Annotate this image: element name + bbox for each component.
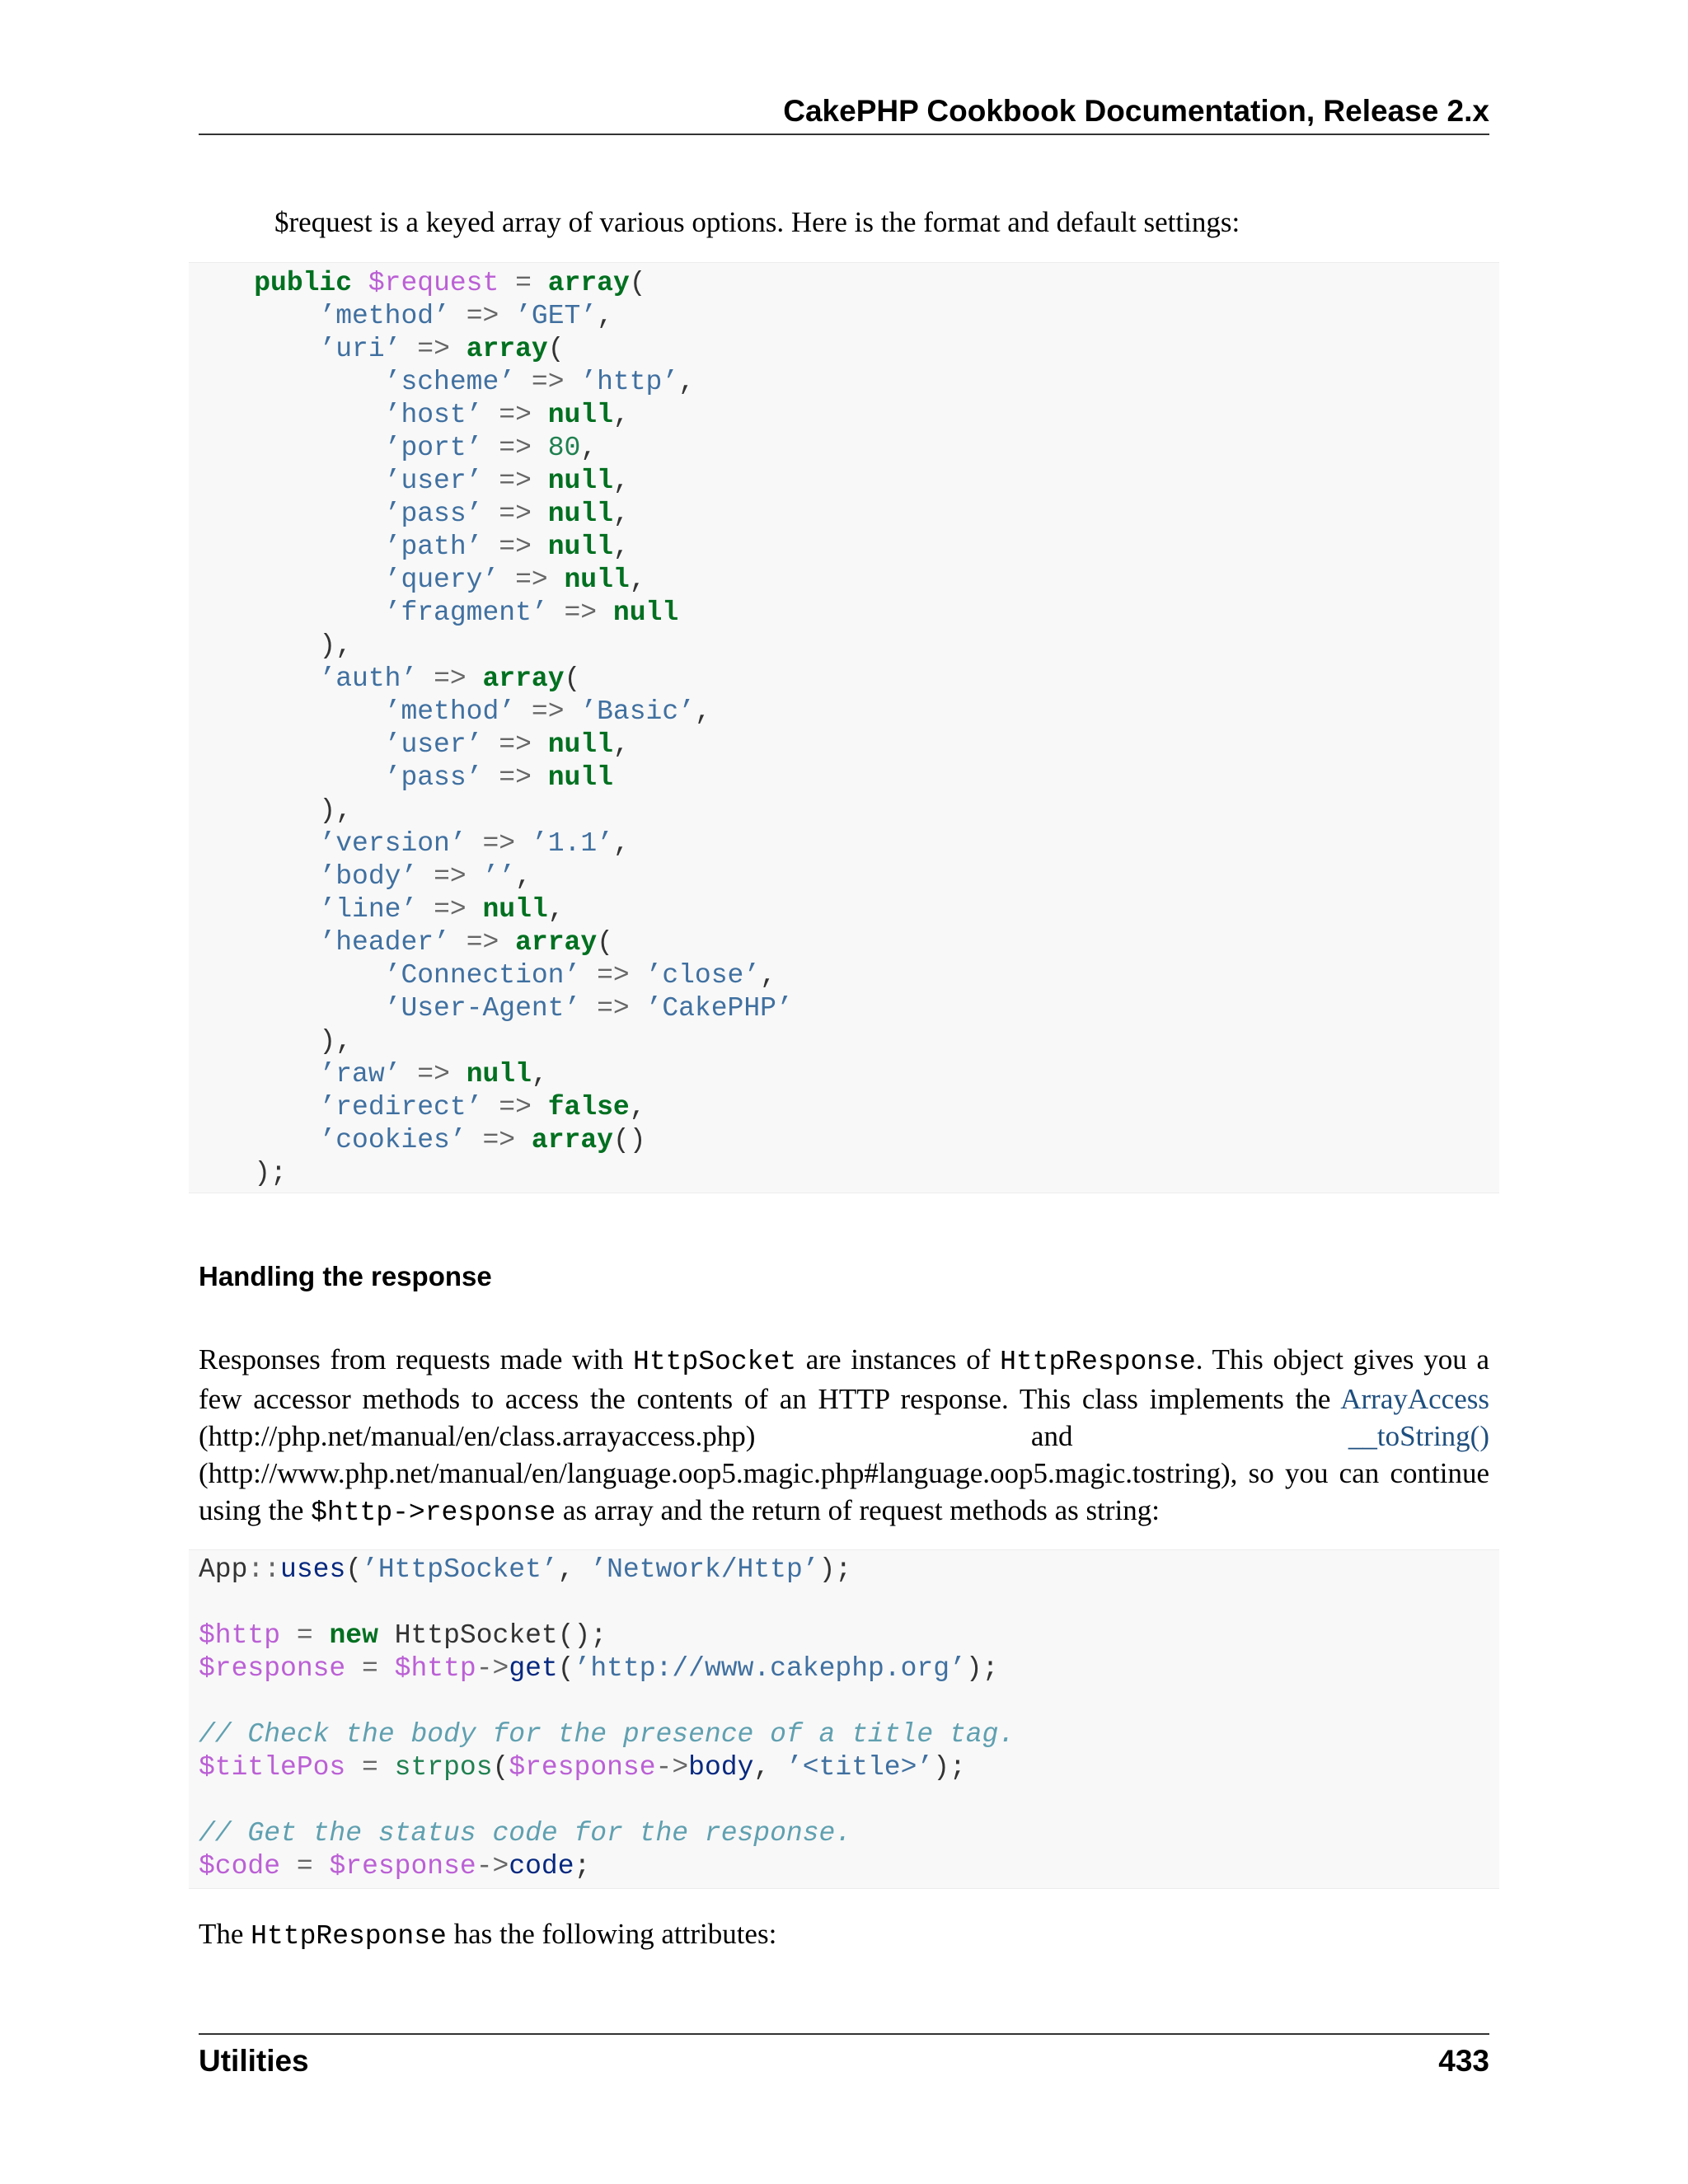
code-token: ’host’ [384, 400, 483, 430]
code-token [499, 927, 515, 958]
code-line [189, 499, 630, 529]
code-token: ’redirect’ [319, 1092, 483, 1122]
code-token: , [597, 301, 613, 331]
paragraph-text-2: are instances of [796, 1343, 1001, 1376]
code-token: , [753, 1752, 786, 1783]
code-token: new [329, 1620, 378, 1651]
code-token: => [597, 960, 630, 991]
code-token [515, 367, 532, 397]
code-line [189, 663, 580, 694]
code-token: , [629, 565, 646, 595]
code-line [199, 1620, 607, 1651]
code-line [199, 1818, 851, 1849]
code-token: $response [329, 1851, 476, 1882]
code-line [199, 1719, 1015, 1750]
code-token: array [547, 268, 630, 298]
code-token [532, 499, 548, 529]
code-line [199, 1851, 590, 1882]
code-token: ’uri’ [319, 334, 401, 364]
code-token: => [417, 1059, 450, 1090]
code-token [189, 532, 385, 562]
code-line [199, 1752, 966, 1783]
code-token: => [515, 565, 548, 595]
code-token: ’raw’ [319, 1059, 401, 1090]
code-token: , [557, 1554, 591, 1585]
code-token: => [531, 696, 565, 727]
code-token [548, 565, 565, 595]
code-token: ); [965, 1653, 999, 1684]
code-token: ’Connection’ [384, 960, 581, 991]
code-token: , [612, 532, 630, 562]
code-token: ’line’ [319, 894, 418, 925]
code-token: 80 [547, 433, 581, 463]
code-token: ); [818, 1554, 852, 1585]
code-token: , [515, 861, 532, 892]
code-token: ’CakePHP’ [645, 993, 793, 1024]
code-token: => [482, 1125, 516, 1155]
code-token [467, 894, 483, 925]
code-token [189, 894, 319, 925]
code-token [189, 499, 385, 529]
code-token: $code [199, 1851, 281, 1882]
paragraph-text-4: (http://php.net/manual/en/class.arrayaccess.php) and [199, 1420, 1348, 1452]
code-token: , [612, 466, 630, 496]
code-token [597, 598, 613, 628]
code-line [189, 927, 613, 958]
code-token: null [547, 532, 613, 562]
code-token: ), [189, 630, 353, 661]
code-token [189, 762, 385, 793]
code-token: => [434, 894, 467, 925]
code-token: => [482, 828, 516, 859]
code-token: , [629, 1092, 646, 1122]
code-token: -> [655, 1752, 689, 1783]
code-token: ( [629, 268, 646, 298]
code-line [189, 795, 352, 826]
code-line [189, 466, 630, 496]
code-request-defaults [189, 263, 1499, 1190]
paragraph-text-3: . This object gives you a few accessor methods to access the contents of an HTTP response. This class implements the [199, 1343, 1489, 1415]
code-token: ’path’ [384, 532, 483, 562]
footer-section: Utilities [199, 2044, 309, 2078]
code-token [548, 598, 565, 628]
code-line [189, 894, 565, 925]
code-token [482, 729, 499, 760]
code-block-request-defaults[interactable] [189, 262, 1499, 1193]
code-token: => [499, 1092, 532, 1122]
code-token [630, 960, 646, 991]
running-header: CakePHP Cookbook Documentation, Release 2.x [783, 94, 1489, 128]
code-line [189, 993, 793, 1024]
code-token [565, 696, 581, 727]
code-token: body [688, 1752, 754, 1783]
code-token: array [515, 927, 598, 958]
code-token: null [564, 565, 630, 595]
code-line [189, 301, 613, 331]
code-token [189, 598, 385, 628]
code-token: => [417, 334, 450, 364]
code-token [189, 334, 319, 364]
code-token: => [499, 400, 532, 430]
code-token: , [678, 367, 695, 397]
code-token: ), [189, 795, 353, 826]
code-token [450, 1059, 467, 1090]
code-token: $titlePos [199, 1752, 346, 1783]
code-token: ’pass’ [384, 499, 483, 529]
code-token: // Get the status code for the response. [199, 1818, 852, 1849]
code-token: ( [492, 1752, 509, 1783]
code-token: ( [345, 1554, 363, 1585]
code-token: ’version’ [319, 828, 467, 859]
code-token [482, 400, 499, 430]
code-token: null [466, 1059, 532, 1090]
code-token: => [531, 367, 565, 397]
code-token: ; [574, 1851, 591, 1882]
code-token [378, 1653, 395, 1684]
code-token: , [612, 828, 630, 859]
code-token [401, 334, 417, 364]
code-token: => [597, 993, 630, 1024]
code-line [189, 400, 630, 430]
code-token: => [499, 466, 532, 496]
code-token: uses [280, 1554, 346, 1585]
code-line [189, 828, 630, 859]
code-token: strpos [394, 1752, 493, 1783]
code-token: => [466, 301, 499, 331]
code-line [189, 630, 352, 661]
code-token: => [499, 762, 532, 793]
code-token: ’Basic’ [580, 696, 695, 727]
code-token: , [612, 729, 630, 760]
code-token [189, 828, 319, 859]
code-token: false [547, 1092, 630, 1122]
code-token [189, 433, 385, 463]
code-line [189, 861, 532, 892]
code-token: null [547, 762, 613, 793]
code-token [189, 993, 385, 1024]
code-token: => [434, 861, 467, 892]
code-token [467, 1125, 483, 1155]
code-line [189, 532, 630, 562]
closing-text-2: has the following attributes: [446, 1918, 777, 1950]
code-token: ( [564, 663, 581, 694]
code-line [189, 433, 597, 463]
code-token: = [296, 1620, 313, 1651]
code-token: // Check the body for the presence of a title tag. [199, 1719, 1015, 1750]
code-token: null [547, 466, 613, 496]
code-token [630, 993, 646, 1024]
code-line [189, 729, 630, 760]
code-token: = [362, 1653, 378, 1684]
code-token: ), [189, 1026, 353, 1057]
code-token: () [612, 1125, 646, 1155]
code-token: ’’ [482, 861, 516, 892]
paragraph-text-6: as array and the return of request methods as string: [556, 1494, 1160, 1526]
code-token [532, 729, 548, 760]
code-token: ’body’ [319, 861, 418, 892]
code-line [189, 696, 711, 727]
code-token [352, 268, 368, 298]
code-token: ’GET’ [515, 301, 598, 331]
code-line [189, 598, 678, 628]
code-token [482, 1092, 499, 1122]
code-token: ( [547, 334, 565, 364]
code-token: ’user’ [384, 466, 483, 496]
paragraph-text-5: (http://www.php.net/manual/en/language.oop5.magic.php#language.oop5.magic.tostring), so you can continue using the [199, 1457, 1489, 1526]
closing-paragraph [199, 1915, 1489, 1955]
code-token [499, 268, 515, 298]
code-token: ); [189, 1158, 287, 1188]
code-token [532, 532, 548, 562]
code-token: => [564, 598, 598, 628]
code-token: ’scheme’ [384, 367, 516, 397]
code-token [532, 466, 548, 496]
code-token [417, 861, 434, 892]
code-token [189, 696, 385, 727]
code-token [515, 696, 532, 727]
code-token [189, 663, 319, 694]
code-token [189, 400, 385, 430]
code-token: ’Network/Http’ [590, 1554, 819, 1585]
code-token [532, 1092, 548, 1122]
code-token: , [547, 894, 565, 925]
code-token [450, 927, 467, 958]
code-token: , [612, 499, 630, 529]
code-token: HttpSocket(); [377, 1620, 607, 1651]
code-token [189, 466, 385, 496]
code-token [532, 762, 548, 793]
code-token [189, 565, 385, 595]
code-token [189, 367, 385, 397]
code-token [482, 532, 499, 562]
code-token: , [531, 1059, 548, 1090]
code-token [280, 1620, 297, 1651]
header-rule [199, 134, 1489, 135]
code-token: ’http://www.cakephp.org’ [574, 1653, 966, 1684]
code-response-example [189, 1550, 1499, 1883]
code-line [189, 1092, 646, 1122]
code-token: ’<title>’ [785, 1752, 934, 1783]
code-token: $http [394, 1653, 476, 1684]
code-token: -> [476, 1851, 509, 1882]
code-token: App [199, 1554, 248, 1585]
code-line [189, 367, 695, 397]
code-token: null [482, 894, 548, 925]
code-token: ’1.1’ [531, 828, 613, 859]
code-token: $response [509, 1752, 656, 1783]
code-token: ’user’ [384, 729, 483, 760]
code-token [580, 993, 597, 1024]
code-line [189, 1125, 646, 1155]
code-line [199, 1554, 851, 1585]
code-token [450, 334, 467, 364]
code-token: $request [368, 268, 499, 298]
inline-code-httpresponse: HttpResponse [1000, 1347, 1196, 1377]
code-token: null [547, 499, 613, 529]
code-token [345, 1653, 362, 1684]
code-token [189, 268, 254, 298]
code-block-response-example[interactable] [189, 1549, 1499, 1889]
code-token [417, 663, 434, 694]
code-token: ’method’ [384, 696, 516, 727]
code-token: ’method’ [319, 301, 450, 331]
code-token [189, 1092, 319, 1122]
page-number: 433 [1438, 2044, 1489, 2078]
code-token: , [580, 433, 598, 463]
code-line [189, 334, 565, 364]
code-token: array [531, 1125, 613, 1155]
code-token [580, 960, 597, 991]
intro-text: $request is a keyed array of various options. Here is the format and default settings: [274, 206, 1240, 238]
code-token: $http [199, 1620, 281, 1651]
code-token: => [499, 729, 532, 760]
code-token: => [466, 927, 499, 958]
code-token: ’HttpSocket’ [362, 1554, 558, 1585]
code-line [189, 565, 646, 595]
code-token [401, 1059, 417, 1090]
code-token [417, 894, 434, 925]
code-line [189, 268, 646, 298]
code-token: , [612, 400, 630, 430]
code-token: , [760, 960, 776, 991]
code-token: array [466, 334, 548, 364]
code-token [378, 1752, 395, 1783]
code-token: => [499, 499, 532, 529]
code-token: ’port’ [384, 433, 483, 463]
code-token [565, 367, 581, 397]
code-token [345, 1752, 362, 1783]
code-token [189, 729, 385, 760]
code-token: ’header’ [319, 927, 450, 958]
code-token [467, 861, 483, 892]
code-token: ’http’ [580, 367, 679, 397]
code-line [189, 762, 613, 793]
inline-code-httpresponse-2: HttpResponse [251, 1921, 447, 1952]
code-token [189, 301, 319, 331]
code-token [532, 268, 548, 298]
code-token [189, 960, 385, 991]
code-token [482, 433, 499, 463]
link-tostring[interactable]: __toString() [1348, 1420, 1489, 1452]
code-token [313, 1851, 330, 1882]
code-token: ’fragment’ [384, 598, 548, 628]
code-token: = [362, 1752, 378, 1783]
code-token: ’auth’ [319, 663, 418, 694]
link-arrayaccess[interactable]: ArrayAccess [1340, 1383, 1489, 1415]
code-token [482, 499, 499, 529]
code-token: ); [933, 1752, 966, 1783]
code-token [482, 762, 499, 793]
inline-code-http-response: $http->response [311, 1497, 556, 1528]
inline-code-httpsocket: HttpSocket [633, 1347, 797, 1377]
code-token [515, 1125, 532, 1155]
code-token: get [509, 1653, 558, 1684]
code-token: , [694, 696, 711, 727]
closing-text-1: The [199, 1918, 251, 1950]
code-token: = [296, 1851, 313, 1882]
code-token: $response [199, 1653, 346, 1684]
code-token: null [612, 598, 679, 628]
code-token [280, 1851, 297, 1882]
code-token [515, 828, 532, 859]
code-line [199, 1653, 998, 1684]
code-token: -> [476, 1653, 509, 1684]
code-token [189, 1059, 319, 1090]
code-line [189, 1059, 548, 1090]
code-token [532, 400, 548, 430]
code-token: public [254, 268, 353, 298]
code-token: ’User-Agent’ [384, 993, 581, 1024]
code-token: ’query’ [384, 565, 499, 595]
code-token [499, 301, 515, 331]
code-token: => [499, 532, 532, 562]
body-paragraph [199, 1341, 1489, 1531]
code-token: code [509, 1851, 574, 1882]
code-token: => [434, 663, 467, 694]
code-token: array [482, 663, 565, 694]
code-token [499, 565, 515, 595]
code-token [189, 1125, 319, 1155]
code-token [532, 433, 548, 463]
code-token: ’pass’ [384, 762, 483, 793]
code-line [189, 1158, 287, 1188]
code-token: null [547, 729, 613, 760]
code-token [482, 466, 499, 496]
code-token: null [547, 400, 613, 430]
code-token: => [499, 433, 532, 463]
code-token [313, 1620, 330, 1651]
code-token [450, 301, 467, 331]
code-token [467, 828, 483, 859]
code-line [189, 960, 776, 991]
code-token: = [515, 268, 532, 298]
code-line [189, 1026, 352, 1057]
code-token: :: [247, 1554, 281, 1585]
code-token: ( [597, 927, 613, 958]
code-token [189, 927, 319, 958]
paragraph-text-1: Responses from requests made with [199, 1343, 634, 1376]
footer-rule [199, 2033, 1489, 2035]
code-token: ’cookies’ [319, 1125, 467, 1155]
section-heading: Handling the response [199, 1261, 492, 1291]
code-token [467, 663, 483, 694]
code-token [189, 861, 319, 892]
code-token: ( [557, 1653, 574, 1684]
code-token: ’close’ [645, 960, 761, 991]
